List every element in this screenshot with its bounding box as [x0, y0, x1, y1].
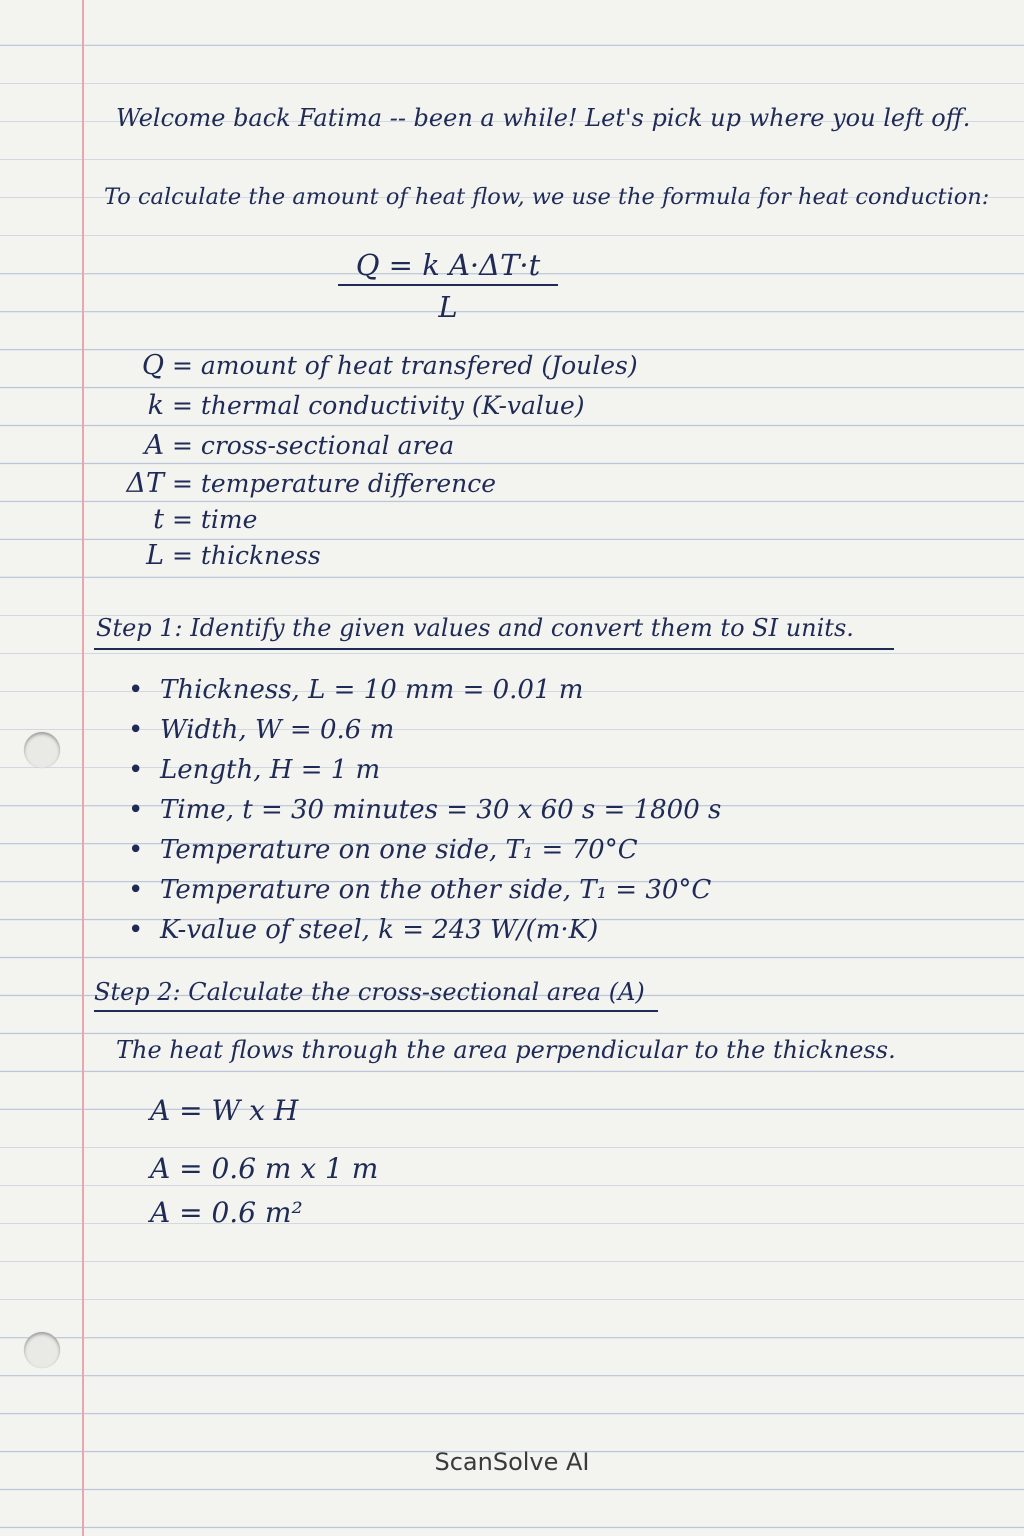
step2-heading: Step 2: Calculate the cross-sectional area (A) — [94, 978, 645, 1006]
variable-symbol: t — [153, 504, 164, 535]
variable-definition — [120, 390, 585, 421]
area-substitution: A = 0.6 m x 1 m — [150, 1152, 379, 1185]
list-item: • K-value of steel, k = 243 W/(m·K) — [128, 910, 721, 950]
variable-meaning: = thickness — [171, 541, 321, 570]
punch-hole — [24, 732, 60, 768]
list-item: • Length, H = 1 m — [128, 750, 721, 790]
step1-underline — [94, 648, 894, 650]
margin-line — [82, 0, 84, 1536]
list-item: • Width, W = 0.6 m — [128, 710, 721, 750]
list-item: • Temperature on one side, T₁ = 70°C — [128, 830, 721, 870]
variable-definition — [120, 468, 496, 499]
step2-explanation: The heat flows through the area perpendicular to the thickness. — [116, 1036, 896, 1064]
variable-symbol: Q — [141, 350, 164, 381]
heat-conduction-formula — [338, 248, 558, 324]
area-formula: A = W x H — [150, 1094, 299, 1127]
variable-meaning: = thermal conductivity (K-value) — [171, 391, 585, 420]
variable-meaning: = cross-sectional area — [171, 431, 455, 460]
variable-symbol: k — [147, 390, 164, 421]
variable-definition — [120, 504, 257, 535]
given-values-list — [128, 670, 721, 950]
formula-numerator: Q = k A·ΔT·t — [338, 248, 558, 286]
greeting-text: Welcome back Fatima -- been a while! Let's pick up where you left off. — [116, 104, 971, 132]
punch-hole — [24, 1332, 60, 1368]
variable-symbol: L — [146, 540, 164, 571]
step1-heading: Step 1: Identify the given values and convert them to SI units. — [96, 614, 854, 642]
variable-symbol: ΔT — [126, 468, 164, 499]
list-item: • Thickness, L = 10 mm = 0.01 m — [128, 670, 721, 710]
variable-definition — [120, 430, 454, 461]
step2-underline — [94, 1010, 658, 1012]
variable-definition — [120, 540, 321, 571]
list-item: • Temperature on the other side, T₁ = 30°C — [128, 870, 721, 910]
formula-denominator: L — [438, 290, 458, 324]
intro-text: To calculate the amount of heat flow, we use the formula for heat conduction: — [104, 184, 990, 210]
variable-definition — [120, 350, 638, 381]
footer-brand: ScanSolve AI — [434, 1448, 590, 1476]
variable-meaning: = temperature difference — [171, 469, 497, 498]
variable-meaning: = amount of heat transfered (Joules) — [171, 351, 638, 380]
variable-symbol: A — [144, 430, 164, 461]
list-item: • Time, t = 30 minutes = 30 x 60 s = 1800 s — [128, 790, 721, 830]
area-result: A = 0.6 m² — [150, 1196, 303, 1229]
variable-meaning: = time — [171, 505, 258, 534]
